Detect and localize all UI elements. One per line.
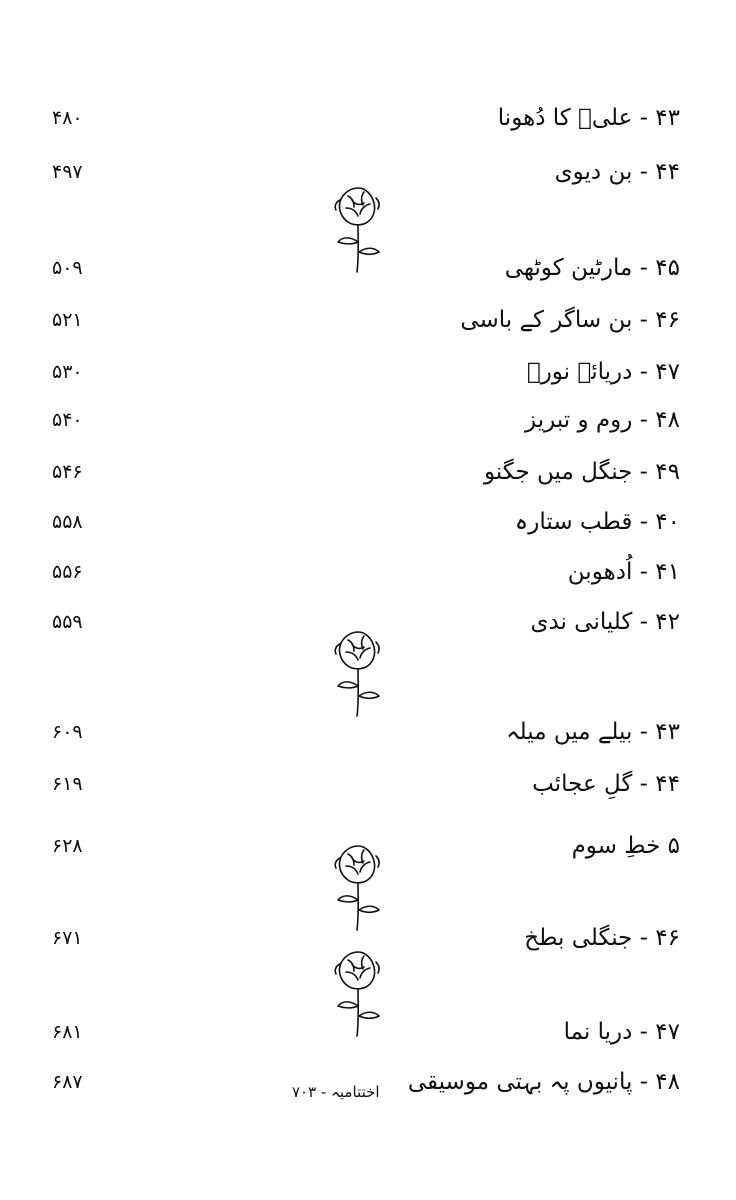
toc-entry[interactable] [40,400,680,444]
toc-entry-page: ۶۰۹ [52,721,83,743]
toc-entry-title: ۴۶ - جنگلی بطخ [524,925,680,951]
toc-entry-page: ۵۳۰ [52,361,83,383]
toc-entry[interactable] [40,552,680,596]
toc-entry-page: ۵۵۶ [52,561,83,583]
toc-entry[interactable] [40,300,680,344]
toc-entry-page: ۶۷۱ [52,927,83,949]
toc-entry-page: ۴۹۷ [52,161,83,183]
toc-entry[interactable] [40,248,680,292]
toc-entry-title: ۴۰ - قطب ستارہ [514,509,680,535]
toc-entry-title: ۴۴ - گلِ عجائب [532,771,680,797]
toc-entry-title: ۴۲ - کلیانی ندی [530,609,680,635]
toc-entry-title: ۴۸ - پانیوں پہ بہتی موسیقی [407,1069,680,1095]
toc-entry-page: ۶۱۹ [52,773,83,795]
toc-entry[interactable] [40,712,680,756]
toc-entry-title: ۴۴ - بن دیوی [554,159,680,185]
toc-entry-page: ۵۵۹ [52,611,83,633]
toc-entry-title: ۴۷ - دریائے نورؔ [526,359,680,385]
toc-entry-title: ۵ خطِ سوم [571,833,680,859]
toc-entry[interactable] [40,352,680,396]
toc-entry-page: ۵۰۹ [52,257,83,279]
toc-entry-page: ۵۴۰ [52,409,83,431]
toc-entry-page: ۶۸۱ [52,1021,83,1043]
toc-entry-title: ۴۹ - جنگل میں جگنو [483,459,680,485]
rose-icon [318,624,398,720]
toc-entry-page: ۶۲۸ [52,835,83,857]
toc-entry-title: ۴۷ - دریا نما [563,1019,680,1045]
toc-entry[interactable] [40,1012,680,1056]
toc-entry[interactable] [40,502,680,546]
toc-entry-page: ۵۴۶ [52,461,83,483]
epilogue-note[interactable]: اختتامیہ - ۷۰۳ [292,1083,380,1101]
toc-entry-title: ۴۵ - مارٹین کوٹھی [504,255,680,281]
toc-entry-page: ۶۸۷ [52,1071,83,1093]
toc-entry-page: ۴۸۰ [52,107,83,129]
toc-entry[interactable] [40,764,680,808]
toc-entry-title: ۴۳ - بیلے میں میلہ [506,719,680,745]
toc-entry-title: ۴۸ - روم و تبریز [525,407,680,433]
toc-entry-page: ۵۵۸ [52,511,83,533]
toc-entry-title: ۴۱ - اُدھوبن [567,559,680,585]
toc-entry-page: ۵۲۱ [52,309,83,331]
toc-entry[interactable] [40,452,680,496]
toc-entry-title: ۴۳ - علیؑ کا دُھونا [497,105,680,131]
toc-entry[interactable] [40,98,680,142]
toc-entry-title: ۴۶ - بن ساگر کے باسی [460,307,680,333]
